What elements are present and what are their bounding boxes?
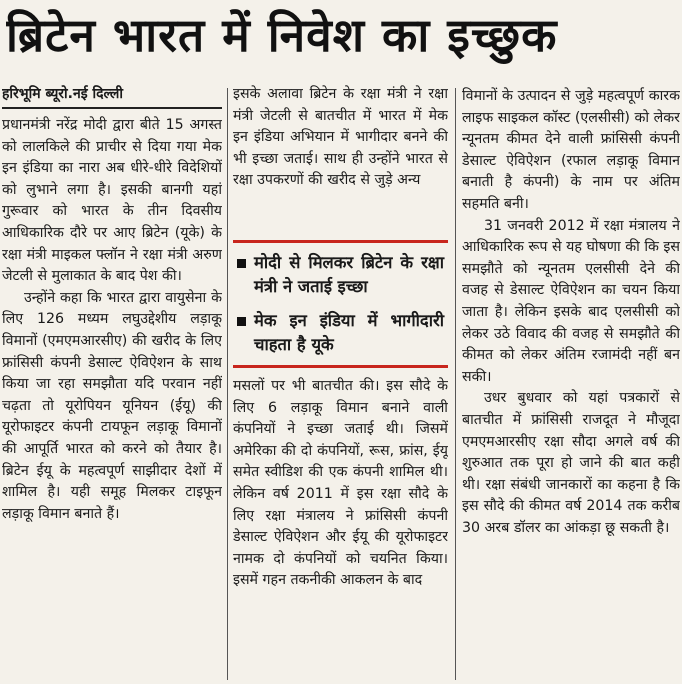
paragraph: उन्होंने कहा कि भारत द्वारा वायुसेना के लिए 126 मध्यम लघुउद्देशीय लड़ाकू विमानों (एमएमआरसीए) की खरीद के लिए फ्रांसिसी कंपनी डेसाल्ट ऐविऐशन के साथ किया जा रहा समझौता यदि परवान नहीं चढ़ता तो यूरोपियन यूनियन (ईयू) की यूरोफाइटर कंपनी टायफून लड़ाकू विमानों की आपूर्ति भारत को करने को तैयार है। ब्रिटेन ईयू के महत्वपूर्ण साझीदार देशों में शामिल है। यही समूह मिलकर टाइफून लड़ाकू विमान बनाते हैं। (2, 289, 222, 522)
column-2 (233, 84, 448, 682)
paragraph: मसलों पर भी बातचीत की। इस सौदे के लिए 6 लड़ाकू विमान बनाने वाली कंपनियों ने इच्छा जताई थी। जिसमें अमेरिका की दो कंपनियों, रूस, फ्रांस, ईयू समेत स्वीडिश की एक कंपनी शामिल थी। लेकिन वर्ष 2011 में इस रक्षा सौदे के लिए रक्षा मंत्रालय ने फ्रांसिसी कंपनी डेसाल्ट ऐविऐशन और ईयू की यूरोफाइटर नामक दो कंपनियों को चयनित किया। इसमें गहन तकनीकी आकलन के बाद (233, 378, 448, 589)
paragraph: विमानों के उत्पादन से जुड़े महत्वपूर्ण कारक लाइफ साइकल कॉस्ट (एलसीसी) को लेकर न्यूनतम कीमत देने वाली फ्रांसिसी कंपनी डेसाल्ट ऐविऐशन (रफाल लड़ाकू विमान बनाती है कंपनी) के नाम पर अंतिम सहमति बनी। (462, 88, 680, 212)
column-divider (455, 88, 456, 680)
bullet-square-icon (237, 259, 246, 268)
paragraph: प्रधानमंत्री नरेंद्र मोदी द्वारा बीते 15 अगस्त को लालकिले की प्राचीर से दिया गया मेक इन इंडिया का नारा अब धीरे-धीरे विदेशियों को लुभाने लगा है। इसकी बानगी यहां गुरूवार को भारत के तीन दिवसीय आधिकारिक दौरे पर आए ब्रिटेन (यूके) के रक्षा मंत्री माइकल फ्लॉन ने रक्षा मंत्री अरुण जेटली से मुलाकात के बाद पेश की। (2, 117, 222, 285)
pull-quote-text: मोदी से मिलकर ब्रिटेन के रक्षा मंत्री ने जताई इच्छा (254, 253, 444, 296)
bullet-square-icon (237, 317, 246, 326)
paragraph: इसके अलावा ब्रिटेन के रक्षा मंत्री ने रक्षा मंत्री जेटली से बातचीत में भारत में मेक इन इंडिया अभियान में भागीदार बनने की भी इच्छा जताई। साथ ही उन्होंने भारत से रक्षा उपकरणों की खरीद से जुड़े अन्य (233, 86, 448, 189)
byline: हरिभूमि ब्यूरो.नई दिल्ली (2, 84, 222, 109)
paragraph: उधर बुधवार को यहां पत्रकारों से बातचीत में फ्रांसिसी राजदूत ने मौजूदा एमएमआरसीए रक्षा सौदा अगले वर्ष की शुरुआत तक पूरा हो जाने की बात कही थी। रक्षा संबंधी जानकारों का कहना है कि इस सौदे की कीमत वर्ष 2014 तक करीब 30 अरब डॉलर का आंकड़ा छू सकती है। (462, 390, 680, 536)
pull-quote (237, 309, 444, 357)
pull-quote (237, 251, 444, 299)
pull-quote-box (233, 240, 448, 368)
pull-quote-text: मेक इन इंडिया में भागीदारी चाहता है यूके (254, 311, 444, 354)
column-3 (462, 86, 680, 684)
headline: ब्रिटेन भारत में निवेश का इच्छुक (6, 8, 558, 62)
paragraph: 31 जनवरी 2012 में रक्षा मंत्रालय ने आधिकारिक रूप से यह घोषणा की कि इस समझौते को न्यूनतम एलसीसी देने की वजह से डेसाल्ट ऐविऐशन का चयन किया जाता है। लेकिन इसके बाद एलसीसी को लेकर उठे विवाद की वजह से समझौते की कीमत को लेकर अंतिम रजामंदी नहीं बन सकी। (462, 217, 680, 385)
column-divider (227, 88, 228, 680)
column-1 (2, 84, 222, 682)
